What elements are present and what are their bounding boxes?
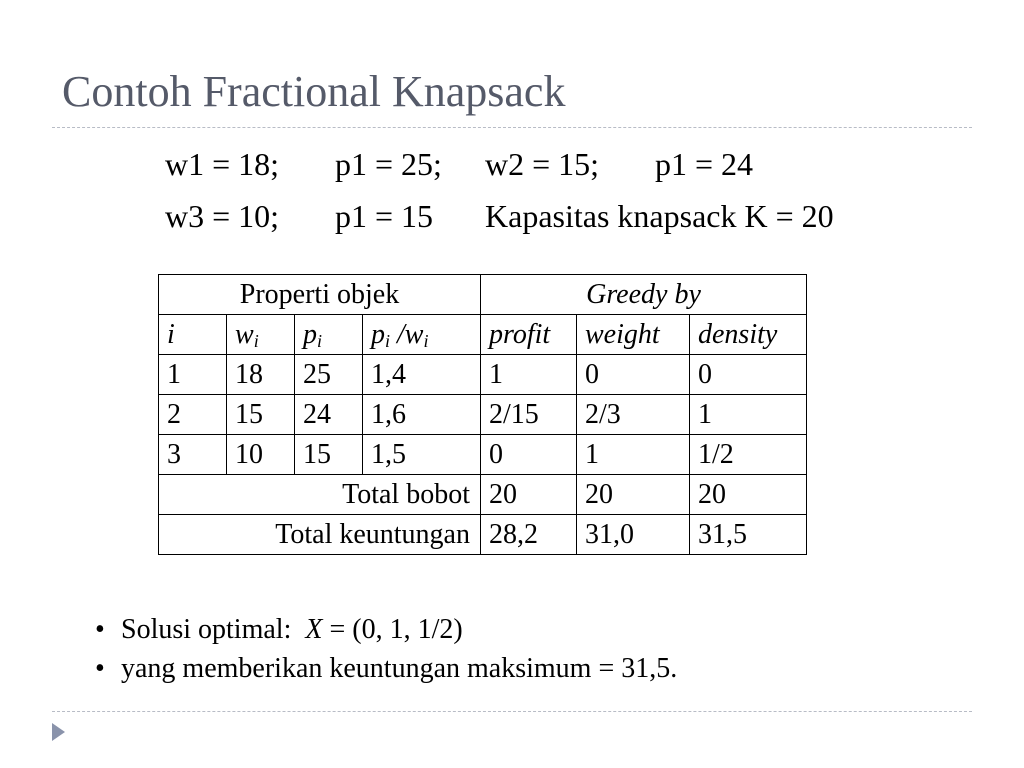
table-cell: 2 — [159, 395, 227, 435]
total-keuntungan-label: Total keuntungan — [159, 515, 481, 555]
header-properti-objek: Properti objek — [159, 275, 481, 315]
col-header-p: $p_i$ — [295, 315, 363, 355]
title-divider — [52, 127, 972, 128]
table-cell: 15 — [227, 395, 295, 435]
table-column-header-row — [159, 315, 807, 355]
bullet-solusi-optimal — [95, 616, 463, 644]
table-cell: 2/3 — [577, 395, 690, 435]
total-keuntungan-profit: 28,2 — [481, 515, 577, 555]
table-cell: 25 — [295, 355, 363, 395]
table-cell: 1 — [159, 355, 227, 395]
total-keuntungan-density: 31,5 — [690, 515, 807, 555]
bullet-2-text: yang memberikan keuntungan maksimum = 31,5. — [121, 653, 678, 684]
total-bobot-row — [159, 475, 807, 515]
given-w2: w2 = 15; — [485, 146, 600, 182]
table-cell: 1,5 — [363, 435, 481, 475]
table-cell: 1 — [481, 355, 577, 395]
table-cell: 3 — [159, 435, 227, 475]
table-cell: 1 — [577, 435, 690, 475]
knapsack-table — [158, 274, 807, 555]
col-header-weight: weight — [577, 315, 690, 355]
bullet-keuntungan-maksimum — [95, 655, 677, 683]
bullet-1-prefix: Solusi optimal: — [121, 614, 306, 645]
given-p2: p1 = 24 — [655, 146, 754, 182]
col-header-density: density — [690, 315, 807, 355]
bullet-1-variable: X — [305, 614, 323, 645]
table-cell: 0 — [577, 355, 690, 395]
footer-divider — [52, 711, 972, 712]
given-p3: p1 = 15 — [335, 198, 434, 234]
table-cell: 15 — [295, 435, 363, 475]
col-header-w: $w_i$ — [227, 315, 295, 355]
given-w1: w1 = 18; — [165, 146, 280, 182]
table-cell: 0 — [481, 435, 577, 475]
total-bobot-weight: 20 — [577, 475, 690, 515]
table-cell: 18 — [227, 355, 295, 395]
col-header-p-over-w: $p_i$ $/w_i$ — [363, 315, 481, 355]
table-cell: 2/15 — [481, 395, 577, 435]
total-keuntungan-weight: 31,0 — [577, 515, 690, 555]
table-cell: 1,4 — [363, 355, 481, 395]
total-bobot-profit: 20 — [481, 475, 577, 515]
given-capacity: Kapasitas knapsack K = 20 — [485, 198, 834, 234]
table-row — [159, 355, 807, 395]
table-row — [159, 435, 807, 475]
bullet-icon: • — [95, 653, 105, 684]
given-w3: w3 = 10; — [165, 198, 280, 234]
col-header-i: i — [159, 315, 227, 355]
bullet-icon: • — [95, 614, 105, 645]
given-p1: p1 = 25; — [335, 146, 442, 182]
col-header-profit: profit — [481, 315, 577, 355]
table-cell: 24 — [295, 395, 363, 435]
table-cell: 10 — [227, 435, 295, 475]
total-keuntungan-row — [159, 515, 807, 555]
header-greedy-by: Greedy by — [481, 275, 807, 315]
bullet-1-value: = (0, 1, 1/2) — [322, 614, 463, 645]
triangle-right-icon[interactable] — [52, 723, 65, 741]
table-group-header-row — [159, 275, 807, 315]
table-cell: 1/2 — [690, 435, 807, 475]
page-title: Contoh Fractional Knapsack — [62, 67, 566, 116]
table-cell: 1,6 — [363, 395, 481, 435]
total-bobot-density: 20 — [690, 475, 807, 515]
total-bobot-label: Total bobot — [159, 475, 481, 515]
table-cell: 0 — [690, 355, 807, 395]
table-cell: 1 — [690, 395, 807, 435]
table-row — [159, 395, 807, 435]
